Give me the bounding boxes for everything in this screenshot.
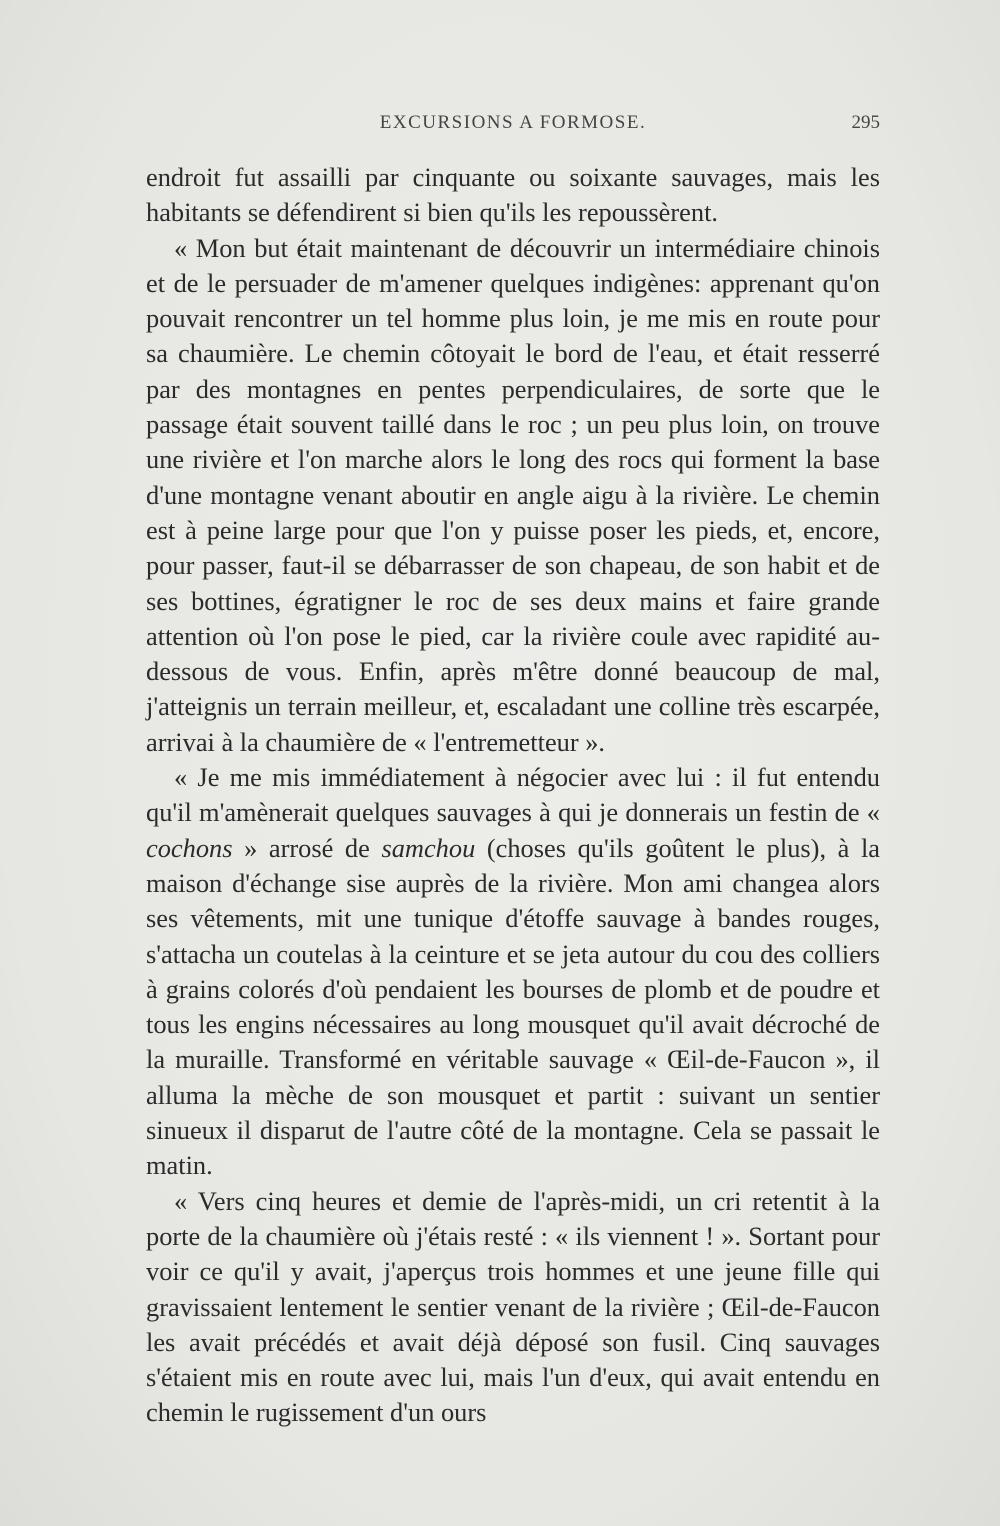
page-number: 295 (851, 112, 880, 133)
running-title: EXCURSIONS A FORMOSE. (379, 112, 647, 133)
paragraph-continuation: endroit fut assailli par cinquante ou soixante sauvages, mais les habitants se défendirent si bien qu'ils les repoussèrent. (146, 162, 880, 228)
paragraph-negocier-part2: » arrosé de (232, 832, 382, 863)
paragraph-negocier-part1: « Je me mis immédiatement à négocier avec lui : il fut entendu qu'il m'amènerait quelques sauvages à qui je donnerais un festin de « (146, 762, 880, 828)
paragraph-mon-but: « Mon but était maintenant de découvrir un intermédiaire chinois et de le persuader de m'amener quelques indigènes: apprenant qu'on pouvait rencontrer un tel homme plus loin, je me mis en route pour sa chaumière. Le chemin côtoyait le bord de l'eau, et était resserré par des montagnes en pentes perpendiculaires, de sorte que le passage était souvent taillé dans le roc ; un peu plus loin, on trouve une rivière et l'on marche alors le long des rocs qui forment la base d'une montagne venant aboutir en angle aigu à la rivière. Le chemin est à peine large pour que l'on y puisse poser les pieds, et, encore, pour passer, faut-il se débarrasser de son chapeau, de son habit et de ses bottines, égratigner le roc de ses deux mains et faire grande attention où l'on pose le pied, car la rivière coule avec rapidité au-dessous de vous. Enfin, après m'être donné beaucoup de mal, j'atteignis un terrain meilleur, et, escaladant une colline très escarpée, arrivai à la chaumière de « l'entremetteur ». (146, 232, 880, 757)
italic-word-cochons: cochons (146, 832, 233, 863)
page-header (146, 112, 880, 142)
paragraph-negocier (146, 760, 880, 1184)
paragraph-negocier-part3: (choses qu'ils goûtent le plus), à la maison d'échange sise auprès de la rivière. Mon ami changea alors ses vêtements, mit une tunique d'étoffe sauvage à bandes rouges, s'attacha un coutelas à la ceinture et se jeta autour du cou des colliers à grains colorés d'où pendaient les bourses de plomb et de poudre et tous les engins nécessaires au long mousquet qu'il avait décroché de la muraille. Transformé en véritable sauvage « Œil-de-Faucon », il alluma la mèche de son mousquet et partit : suivant un sentier sinueux il disparut de l'autre côté de la montagne. Cela se passait le matin. (146, 832, 880, 1181)
body-text (146, 160, 880, 1431)
paragraph-vers-cinq-heures: « Vers cinq heures et demie de l'après-midi, un cri retentit à la porte de la chaumière où j'étais resté : « ils viennent ! ». Sortant pour voir ce qu'il y avait, j'aperçus trois hommes et une jeune fille qui gravissaient lentement le sentier venant de la rivière ; Œil-de-Faucon les avait précédés et avait déjà déposé son fusil. Cinq sauvages s'étaient mis en route avec lui, mais l'un d'eux, qui avait entendu en chemin le rugissement d'un ours (146, 1185, 880, 1428)
italic-word-samchou: samchou (381, 832, 476, 863)
